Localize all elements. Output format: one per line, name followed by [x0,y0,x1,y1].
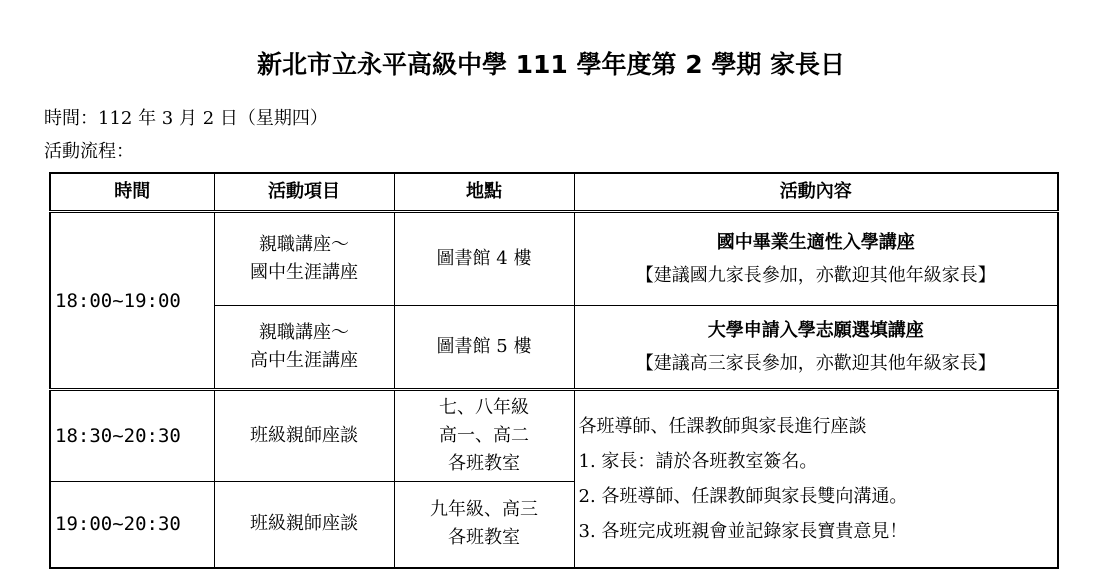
table-header-row [50,173,1058,212]
activity-content-cell [574,390,1058,568]
content-line: 1. 家長：請於各班教室簽名。 [578,450,818,472]
activity-item-cell: 班級親師座談 [214,390,394,482]
activity-item-line: 親職講座～ [259,322,349,343]
lecture-title: 國中畢業生適性入學講座 [716,231,915,253]
time-cell: 19:00~20:30 [50,482,214,568]
table-row [50,390,1058,482]
header-time: 時間 [50,173,214,212]
activity-content-cell [574,212,1058,306]
content-line: 各班導師、任課教師與家長進行座談 [578,415,867,437]
location-cell: 圖書館 5 樓 [394,306,574,390]
location-line: 各班教室 [448,527,520,549]
location-cell [394,482,574,568]
time-cell: 18:00~19:00 [50,212,214,390]
lecture-note: 【建議高三家長參加，亦歡迎其他年級家長】 [635,352,996,374]
location-line: 七、八年級 [439,397,529,418]
location-cell [394,390,574,482]
location-line: 九年級、高三 [430,499,538,521]
header-activity-item: 活動項目 [214,173,394,212]
location-line: 各班教室 [448,453,520,474]
header-activity-content: 活動內容 [574,173,1058,212]
location-cell: 圖書館 4 樓 [394,212,574,306]
time-cell: 18:30~20:30 [50,390,214,482]
activity-content-cell [574,306,1058,390]
lecture-note: 【建議國九家長參加，亦歡迎其他年級家長】 [635,264,996,286]
flow-label: 活動流程： [44,141,134,162]
lecture-title: 大學申請入學志願選填講座 [707,319,924,341]
activity-item-line: 國中生涯講座 [250,262,358,283]
table-row [50,212,1058,306]
activity-item-cell [214,212,394,306]
content-line: 3. 各班完成班親會並記錄家長寶貴意見！ [578,520,908,542]
schedule-table [49,172,1059,569]
page-title: 新北市立永平高級中學 111 學年度第 2 學期 家長日 [256,50,846,79]
location-line: 高一、高二 [439,425,529,446]
activity-item-cell [214,306,394,390]
event-date: 時間：112 年 3 月 2 日（星期四） [44,108,328,129]
activity-item-line: 親職講座～ [259,234,349,255]
activity-item-line: 高中生涯講座 [250,350,358,371]
content-line: 2. 各班導師、任課教師與家長雙向溝通。 [578,485,908,507]
activity-item-cell: 班級親師座談 [214,482,394,568]
header-location: 地點 [394,173,574,212]
